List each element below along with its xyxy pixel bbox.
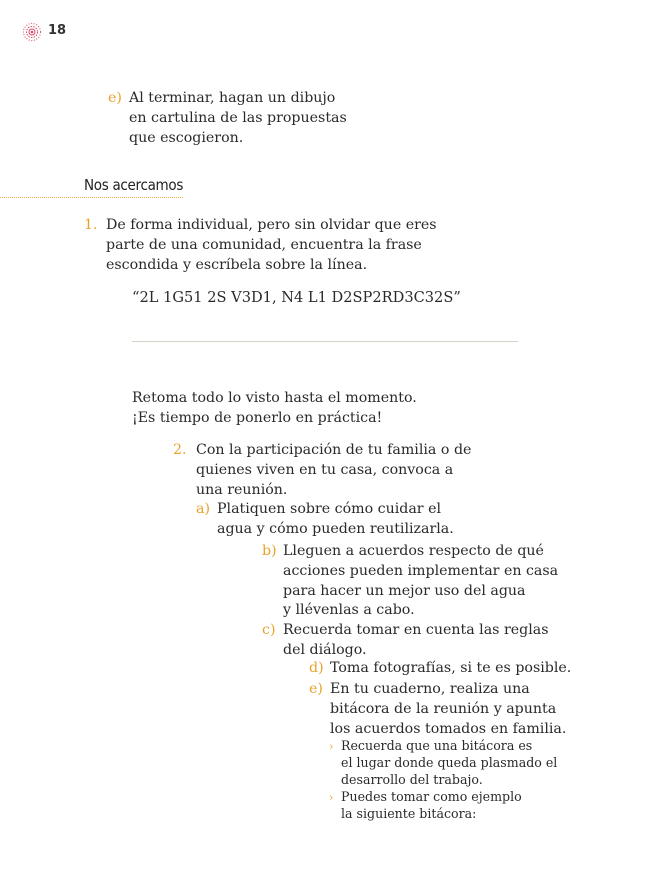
text-line: para hacer un mejor uso del agua: [283, 583, 526, 599]
text-line: Al terminar, hagan un dibujo: [129, 90, 336, 106]
text-line: la siguiente bitácora:: [341, 806, 477, 821]
list-marker: 1.: [84, 217, 98, 233]
bullet-chevron-icon: ›: [329, 791, 334, 804]
text-line: escondida y escríbela sobre la línea.: [106, 257, 368, 273]
text-line: los acuerdos tomados en familia.: [330, 721, 567, 737]
text-line: Recuerda tomar en cuenta las reglas: [283, 622, 549, 638]
text-line: Con la participación de tu familia o de: [196, 442, 472, 458]
list-marker: c): [262, 622, 276, 638]
list-marker: e): [309, 681, 323, 697]
text-line: que escogieron.: [129, 130, 244, 146]
text-line: el lugar donde queda plasmado el: [341, 755, 558, 770]
text-line: Platiquen sobre cómo cuidar el: [217, 501, 442, 517]
text-line: parte de una comunidad, encuentra la frase: [106, 237, 422, 253]
text-line: ¡Es tiempo de ponerlo en práctica!: [132, 410, 383, 426]
bullet-chevron-icon: ›: [329, 740, 334, 753]
hidden-phrase-code: “2L 1G51 2S V3D1, N4 L1 D2SP2RD3C32S”: [132, 289, 461, 306]
text-line: en cartulina de las propuestas: [129, 110, 347, 126]
text-line: Lleguen a acuerdos respecto de qué: [283, 543, 544, 559]
text-line: Retoma todo lo visto hasta el momento.: [132, 390, 417, 406]
section-title: Nos acercamos: [84, 176, 184, 194]
list-marker: d): [309, 660, 324, 676]
text-line: del diálogo.: [283, 642, 367, 658]
list-marker: b): [262, 543, 277, 559]
text-line: Recuerda que una bitácora es: [341, 738, 533, 753]
sun-ornament-icon: [22, 22, 42, 42]
text-line: Toma fotografías, si te es posible.: [330, 660, 572, 676]
text-line: quienes viven en tu casa, convoca a: [196, 462, 454, 478]
section-underline: [0, 197, 183, 198]
text-line: En tu cuaderno, realiza una: [330, 681, 530, 697]
list-marker: 2.: [173, 442, 187, 458]
text-line: De forma individual, pero sin olvidar que eres: [106, 217, 437, 233]
text-line: bitácora de la reunión y apunta: [330, 701, 557, 717]
list-marker: a): [196, 501, 210, 517]
text-line: una reunión.: [196, 482, 288, 498]
text-line: desarrollo del trabajo.: [341, 772, 483, 787]
page-number: 18: [48, 23, 67, 38]
answer-line: [132, 341, 518, 342]
text-line: agua y cómo pueden reutilizarla.: [217, 521, 454, 537]
text-line: Puedes tomar como ejemplo: [341, 789, 522, 804]
text-line: acciones pueden implementar en casa: [283, 563, 559, 579]
text-line: y llévenlas a cabo.: [283, 602, 415, 618]
list-marker: e): [108, 90, 122, 106]
